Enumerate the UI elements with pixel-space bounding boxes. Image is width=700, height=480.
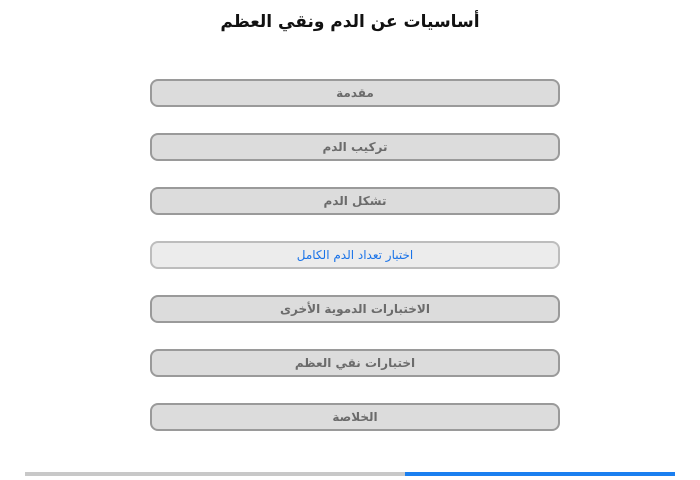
menu-item-bone-marrow-tests[interactable]: اختبارات نقي العظم — [150, 349, 560, 377]
menu-item-blood-composition[interactable]: تركيب الدم — [150, 133, 560, 161]
progress-bar — [25, 472, 675, 476]
menu-item-summary[interactable]: الخلاصة — [150, 403, 560, 431]
menu-item-other-blood-tests[interactable]: الاختبارات الدموية الأخرى — [150, 295, 560, 323]
menu-item-introduction[interactable]: مقدمة — [150, 79, 560, 107]
progress-bar-fill — [405, 472, 675, 476]
page-title: أساسيات عن الدم ونقي العظم — [220, 12, 480, 32]
chapter-menu — [150, 79, 560, 457]
menu-item-complete-blood-count[interactable]: اختبار تعداد الدم الكامل — [150, 241, 560, 269]
menu-item-hematopoiesis[interactable]: تشكل الدم — [150, 187, 560, 215]
